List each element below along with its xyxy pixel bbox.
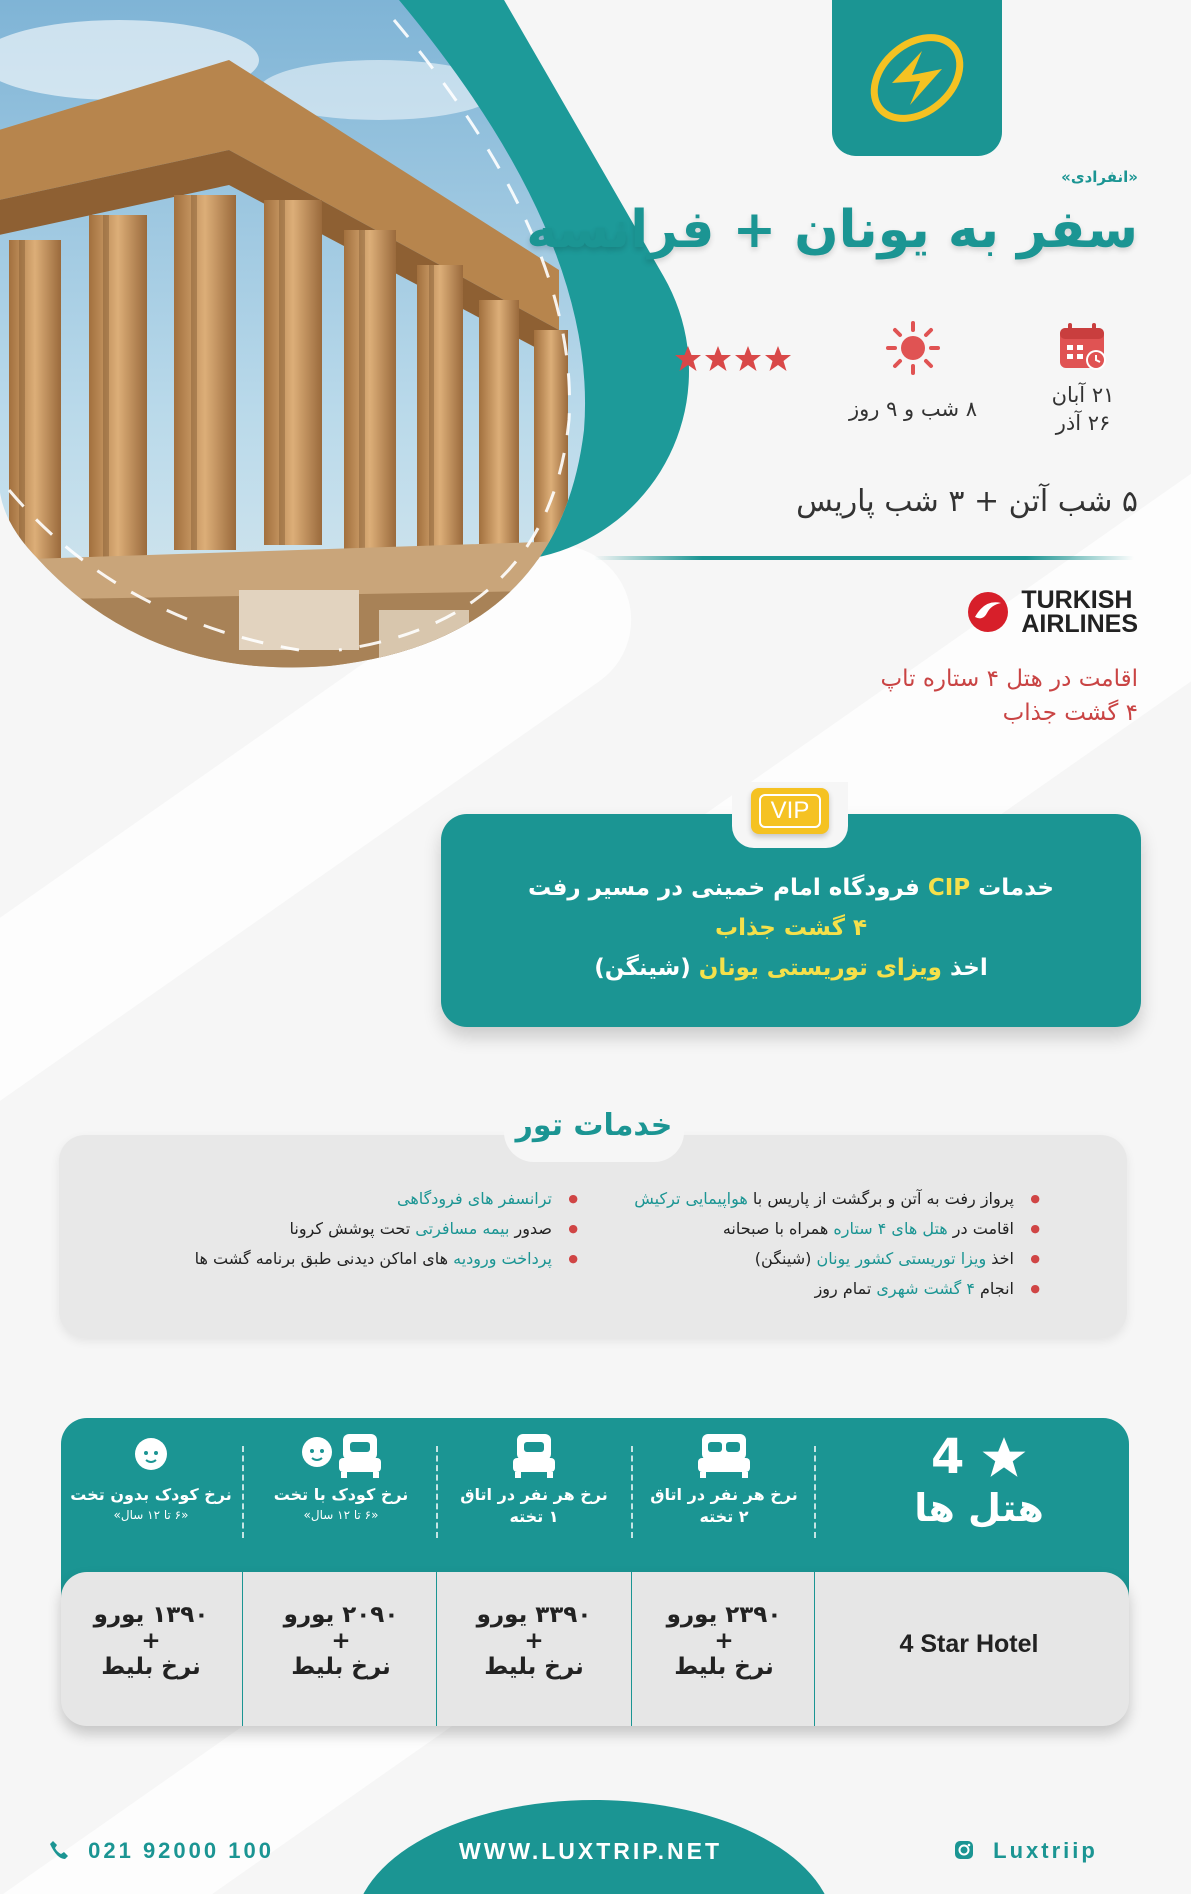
brand-logo-icon xyxy=(863,23,973,133)
phone-number: 021 92000 100 xyxy=(89,1838,275,1863)
service-item: ● صدور بیمه مسافرتی تحت پوشش کرونا xyxy=(196,1214,579,1244)
vip-line1-c: فرودگاه امام خمینی در مسیر رفت xyxy=(529,875,929,901)
vip-line-visa xyxy=(442,948,1142,988)
single-bed-icon xyxy=(510,1430,560,1480)
vip-line3-c: (شینگن) xyxy=(595,955,700,981)
rating-stars xyxy=(669,344,799,381)
header-child-no-bed xyxy=(57,1430,247,1524)
vip-line3-a: اخذ xyxy=(942,955,989,981)
header-divider xyxy=(437,1446,439,1538)
vip-services-list xyxy=(442,868,1142,988)
price-double-room xyxy=(630,1602,820,1680)
price-plus: + xyxy=(332,1628,352,1654)
child-with-bed-icon xyxy=(292,1430,392,1480)
header-sub: ۲ تخته xyxy=(700,1507,750,1526)
service-item: ● پرواز رفت به آتن و برگشت از پاریس با هواپیمایی ترکیش xyxy=(635,1184,1041,1214)
page-title: سفر به یونان + فرانسه xyxy=(527,200,1139,260)
date-start: ۲۱ آبان xyxy=(1052,383,1116,407)
footer-website[interactable]: WWW.LUXTRIP.NET xyxy=(460,1838,724,1864)
price-value: ۳۳۹۰ یورو xyxy=(477,1602,593,1628)
duration-info xyxy=(839,320,989,423)
header-divider xyxy=(632,1446,634,1538)
double-bed-icon xyxy=(697,1430,753,1480)
nights-summary: ۵ شب آتن + ۳ شب پاریس xyxy=(797,484,1139,519)
vip-line-tours: ۴ گشت جذاب xyxy=(715,915,869,941)
phone-icon xyxy=(50,1840,70,1860)
header-label: نرخ هر نفر در اتاق xyxy=(651,1485,799,1504)
vip-badge xyxy=(752,788,830,834)
duration-text: ۸ شب و ۹ روز xyxy=(849,397,979,421)
price-ticket: نرخ بلیط xyxy=(485,1654,585,1680)
hotels-label: هتل ها xyxy=(915,1486,1045,1530)
footer-phone[interactable] xyxy=(50,1838,275,1864)
services-list-right xyxy=(635,1184,1041,1304)
star-icon xyxy=(982,1435,1028,1479)
header-double-room xyxy=(630,1430,820,1528)
airline-logo xyxy=(968,588,1139,636)
instagram-icon xyxy=(955,1840,975,1860)
price-plus: + xyxy=(142,1628,162,1654)
hotels-column-header xyxy=(870,1430,1090,1532)
hotels-rating xyxy=(870,1430,1090,1484)
airline-name-line1: TURKISH xyxy=(1022,586,1134,614)
date-info xyxy=(1029,320,1139,437)
body-divider xyxy=(437,1572,438,1726)
brand-logo[interactable] xyxy=(833,0,1003,156)
calendar-icon xyxy=(1057,320,1111,374)
four-star-rating-icon xyxy=(674,344,794,374)
date-end: ۲۶ آذر xyxy=(1056,411,1112,435)
header-sub: «۶ تا ۱۲ سال» xyxy=(114,1508,190,1522)
vip-badge-label: VIP xyxy=(760,794,823,828)
service-item: ● پرداخت ورودیه های اماکن دیدنی طبق برنامه گشت ها xyxy=(196,1244,579,1274)
services-list-left xyxy=(196,1184,579,1274)
header-sub: «۶ تا ۱۲ سال» xyxy=(304,1508,380,1522)
highlight-tours: ۴ گشت جذاب xyxy=(1003,700,1139,726)
price-child-with-bed xyxy=(247,1602,437,1680)
vip-line3-b: ویزای توریستی یونان xyxy=(699,955,943,981)
tour-type-tag: «انفرادی» xyxy=(1062,168,1139,186)
price-value: ۱۳۹۰ یورو xyxy=(94,1602,210,1628)
price-value: ۲۳۹۰ یورو xyxy=(667,1602,783,1628)
price-single-room xyxy=(440,1602,630,1680)
header-single-room xyxy=(440,1430,630,1528)
service-item: ● اقامت در هتل های ۴ ستاره همراه با صبحانه xyxy=(635,1214,1041,1244)
price-ticket: نرخ بلیط xyxy=(292,1654,392,1680)
service-item: ● ترانسفر های فرودگاهی xyxy=(196,1184,579,1214)
turkish-airlines-icon xyxy=(968,591,1010,633)
vip-line-cip xyxy=(442,868,1142,908)
header-label: نرخ هر نفر در اتاق xyxy=(461,1485,609,1504)
header-child-with-bed xyxy=(247,1430,437,1524)
price-ticket: نرخ بلیط xyxy=(675,1654,775,1680)
header-sub: ۱ تخته xyxy=(510,1507,560,1526)
header-label: نرخ کودک با تخت xyxy=(274,1485,410,1504)
airline-name-line2: AIRLINES xyxy=(1022,610,1139,638)
header-divider xyxy=(243,1446,245,1538)
vip-line1-b: CIP xyxy=(928,875,972,901)
tour-info-row xyxy=(619,320,1139,450)
price-value: ۲۰۹۰ یورو xyxy=(284,1602,400,1628)
header-divider xyxy=(815,1446,817,1538)
child-face-icon xyxy=(127,1430,177,1480)
hero-image-parthenon xyxy=(0,0,600,680)
instagram-handle: Luxtriip xyxy=(994,1838,1099,1863)
services-title: خدمات تور xyxy=(516,1108,674,1143)
service-item: ● اخذ ویزا توریستی کشور یونان (شینگن) xyxy=(635,1244,1041,1274)
vip-line1-a: خدمات xyxy=(971,875,1055,901)
price-child-no-bed xyxy=(57,1602,247,1680)
hotel-name: 4 Star Hotel xyxy=(900,1630,1040,1658)
price-plus: + xyxy=(525,1628,545,1654)
price-plus: + xyxy=(715,1628,735,1654)
highlight-hotel: اقامت در هتل ۴ ستاره تاپ xyxy=(881,666,1139,692)
footer-instagram[interactable] xyxy=(955,1838,1099,1864)
price-ticket: نرخ بلیط xyxy=(102,1654,202,1680)
header-label: نرخ کودک بدون تخت xyxy=(71,1485,233,1504)
section-divider xyxy=(595,556,1135,560)
airline-name xyxy=(1022,588,1139,636)
service-item: ● انجام ۴ گشت شهری تمام روز xyxy=(635,1274,1041,1304)
sun-icon xyxy=(886,320,942,376)
hotels-star-count: 4 xyxy=(931,1429,966,1485)
